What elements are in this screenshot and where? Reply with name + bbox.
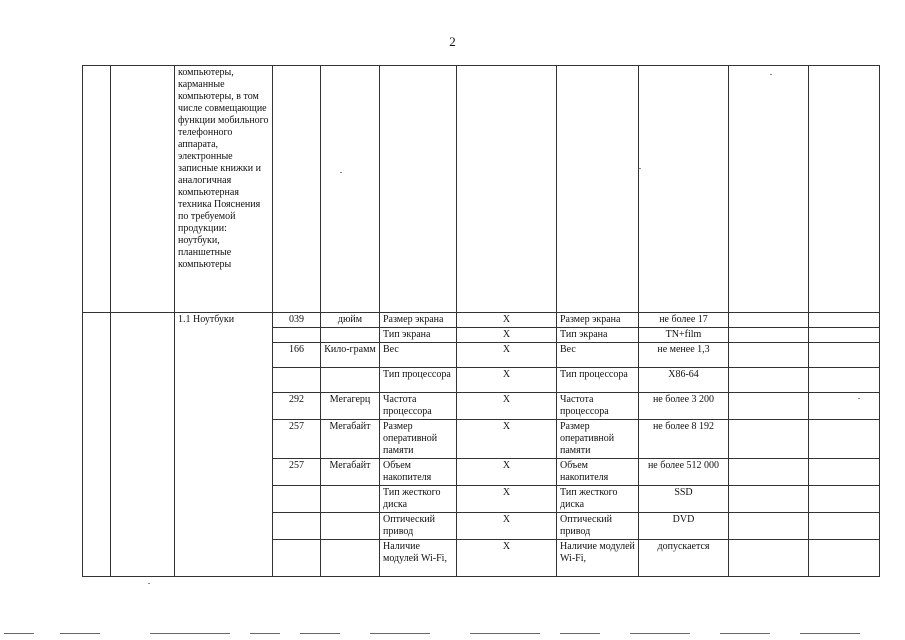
x-mark: X <box>457 459 557 486</box>
okei-code <box>273 328 321 343</box>
scan-speck <box>639 168 641 169</box>
characteristic-name: Тип процессора <box>380 368 457 393</box>
unit-name: Мегагерц <box>321 393 380 420</box>
scan-speck <box>148 583 150 584</box>
scan-artifact <box>560 633 600 634</box>
scan-artifact <box>630 633 690 634</box>
scan-speck <box>770 74 772 75</box>
okei-code <box>273 513 321 540</box>
characteristic-value: допускается <box>639 540 729 577</box>
characteristic-name-2: Тип жесткого диска <box>557 486 639 513</box>
characteristic-value: X86-64 <box>639 368 729 393</box>
characteristic-name-2: Тип процессора <box>557 368 639 393</box>
scan-speck <box>858 398 860 399</box>
okei-code: 039 <box>273 313 321 328</box>
x-mark: X <box>457 420 557 459</box>
x-mark: X <box>457 513 557 540</box>
characteristic-value: не более 512 000 <box>639 459 729 486</box>
unit-name <box>321 328 380 343</box>
x-mark: X <box>457 313 557 328</box>
characteristic-name-2: Тип экрана <box>557 328 639 343</box>
page-number: 2 <box>449 34 456 49</box>
characteristic-name: Оптический привод <box>380 513 457 540</box>
scan-artifact <box>370 633 430 634</box>
characteristic-name: Объем накопителя <box>380 459 457 486</box>
characteristic-name-2: Наличие модулей Wi-Fi, <box>557 540 639 577</box>
unit-name <box>321 368 380 393</box>
unit-name <box>321 540 380 577</box>
product-description: компьютеры, карманные компьютеры, в том числе совмещающие функции мобильного телефонного аппарата, электронные записные книжки и аналогичная компьютерная техника Пояснения по требуемой продукции: ноутбуки, планшетные компьютеры <box>175 66 273 313</box>
x-mark: X <box>457 328 557 343</box>
characteristic-name: Тип экрана <box>380 328 457 343</box>
spec-row <box>83 313 880 328</box>
characteristic-name-2: Размер оперативной памяти <box>557 420 639 459</box>
scan-speck <box>340 172 342 173</box>
characteristic-name: Размер экрана <box>380 313 457 328</box>
x-mark: X <box>457 343 557 368</box>
okei-code <box>273 486 321 513</box>
unit-name: Кило-грамм <box>321 343 380 368</box>
okei-code: 166 <box>273 343 321 368</box>
characteristic-name-2: Оптический привод <box>557 513 639 540</box>
okei-code: 257 <box>273 420 321 459</box>
characteristic-name-2: Объем накопителя <box>557 459 639 486</box>
okei-code: 257 <box>273 459 321 486</box>
characteristic-name-2: Частота процессора <box>557 393 639 420</box>
okei-code: 292 <box>273 393 321 420</box>
characteristic-value: не менее 1,3 <box>639 343 729 368</box>
scan-artifact <box>470 633 540 634</box>
product-spec-table <box>82 65 880 577</box>
x-mark: X <box>457 540 557 577</box>
scan-artifact <box>300 633 340 634</box>
unit-name: Мегабайт <box>321 420 380 459</box>
characteristic-name-2: Вес <box>557 343 639 368</box>
characteristic-value: TN+film <box>639 328 729 343</box>
characteristic-value: не более 17 <box>639 313 729 328</box>
x-mark: X <box>457 368 557 393</box>
characteristic-value: SSD <box>639 486 729 513</box>
characteristic-name: Наличие модулей Wi-Fi, <box>380 540 457 577</box>
scan-artifact <box>60 633 100 634</box>
spec-rows <box>83 313 880 577</box>
scan-artifact <box>720 633 770 634</box>
characteristic-name: Размер оперативной памяти <box>380 420 457 459</box>
item-name: 1.1 Ноутбуки <box>175 313 273 577</box>
characteristic-value: DVD <box>639 513 729 540</box>
unit-name <box>321 513 380 540</box>
characteristic-value: не более 3 200 <box>639 393 729 420</box>
characteristic-value: не более 8 192 <box>639 420 729 459</box>
unit-name <box>321 486 380 513</box>
unit-name: дюйм <box>321 313 380 328</box>
okei-code <box>273 540 321 577</box>
scan-artifact <box>150 633 230 634</box>
okei-code <box>273 368 321 393</box>
unit-name: Мегабайт <box>321 459 380 486</box>
characteristic-name-2: Размер экрана <box>557 313 639 328</box>
characteristic-name: Тип жесткого диска <box>380 486 457 513</box>
scan-artifact <box>4 633 34 634</box>
scan-artifact <box>800 633 860 634</box>
characteristic-name: Частота процессора <box>380 393 457 420</box>
scan-artifact <box>250 633 280 634</box>
characteristic-name: Вес <box>380 343 457 368</box>
x-mark: X <box>457 486 557 513</box>
x-mark: X <box>457 393 557 420</box>
intro-row <box>83 66 880 313</box>
